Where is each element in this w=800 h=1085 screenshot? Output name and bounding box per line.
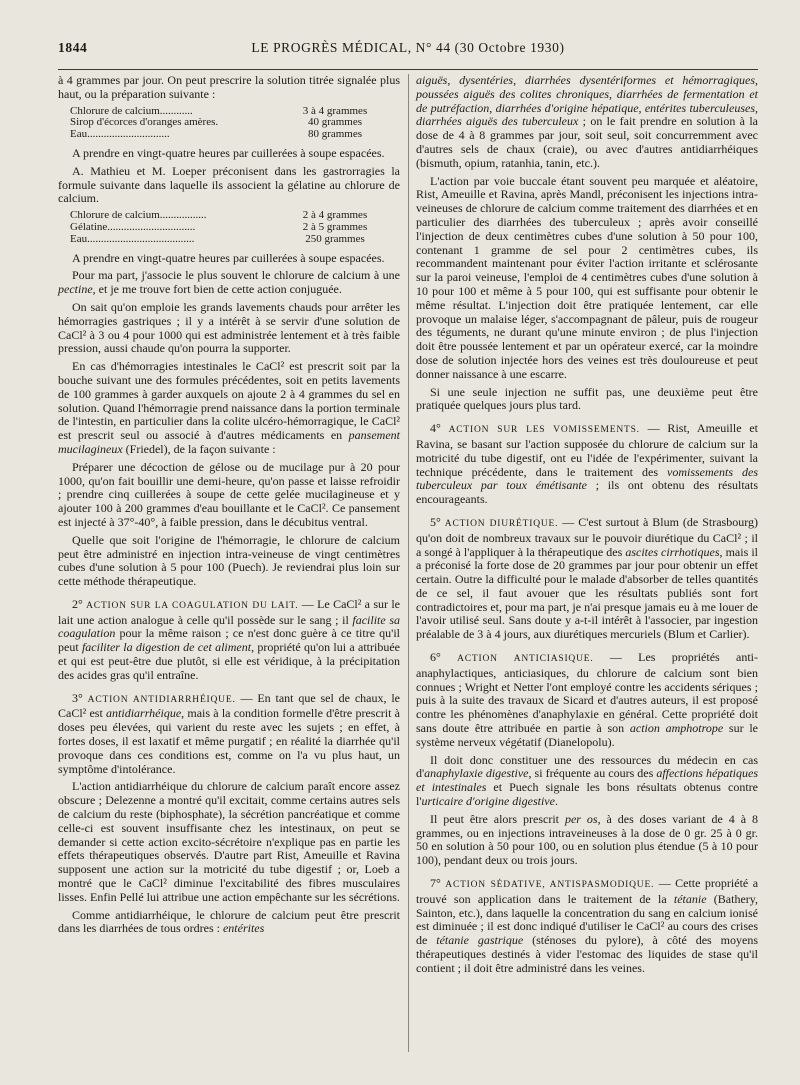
italic-text: urticaire d'origine digestive	[421, 794, 555, 809]
text: — Cette propriété a trouvé son application dans le traitement de la	[416, 876, 759, 906]
paragraph: A. Mathieu et M. Loeper préconisent dans les gastrorragies la formule suivante dans laquelle ils associent la gélatine au chlorure de calcium.	[58, 163, 400, 206]
section-number: 7°	[430, 876, 441, 891]
italic-text: action amphotrope	[629, 721, 724, 736]
recipe-row	[58, 129, 380, 141]
paragraph: à 4 grammes par jour. On peut prescrire la solution titrée signalée plus haut, ou la préparation suivante :	[58, 73, 400, 101]
section-diuretique	[416, 516, 758, 642]
text: , mais à la condition formelle d'être prescrit à doses peu élevées, qui varient du reste avec les sujets ; en effet, à fortes doses, il est laxatif et même purgatif ; en réalité la diarrhée qu'il provoque dans ces conditions est, comme on l'a vu plus haut, un symptôme d'intolérance.	[58, 706, 400, 776]
journal-title: LE PROGRÈS MÉDICAL, N° 44 (30 Octobre 1930)	[251, 40, 565, 55]
paragraph: A prendre en vingt-quatre heures par cuillerées à soupe espacées.	[72, 145, 385, 160]
paragraph	[58, 909, 400, 937]
italic-text: entérites	[222, 921, 265, 936]
section-number: 5°	[430, 514, 441, 529]
text: , propriété qu'on lui a attribuée et qui est peut-être due plutôt, si elle est véridique, à la précipitation des acides gras qu'il entraîne.	[58, 640, 400, 682]
text: sur le système nerveux végétatif (Dianelopolu).	[416, 721, 759, 749]
paragraph	[58, 360, 400, 457]
left-column	[58, 74, 400, 940]
section-title: ACTION DIURÉTIQUE.	[444, 518, 559, 529]
paragraph: L'action antidiarrhéique du chlorure de calcium paraît encore assez obscure ; Delezenne a montré qu'il excitait, comme certains autres sels de calcium du reste (biphosphate), la sécrétion pancréatique et comme celle-ci est souvent insuffisante chez les intestinaux, on peut se demander si cette action excito-sécrétoire n'explique pas en partie les effets thérapeutiques observés. D'autre part Rist, Ameuille et Ravina supposent une action sur la motricité du tube digestif ; or, Loeb a montré que le CaCl² diminue l'excitabilité des fibres musculaires lisses. Enfin Pellé lui attribue une action empêchante sur les sécrétions.	[58, 779, 400, 904]
text: Pour ma part, j'associe le plus souvent le chlorure de calcium à une	[72, 268, 400, 283]
recipe-row	[58, 234, 380, 246]
italic-text: facilite sa coagulation	[58, 612, 400, 641]
text: pour la même raison ; ce n'est donc guère à ce titre qu'il peut	[58, 626, 400, 655]
text: — Rist, Ameuille et Ravina, se basant sur l'action supposée du chlorure de calcium sur la motricité du tube digestif, ont eu l'idée de l'expérimenter, suivant la technique précédente, dans le traitement des	[416, 421, 759, 479]
text: , à des doses variant de 4 à 8 grammes, ou en injections intraveineuses à la dose de 0 gr. 25 à 0 gr. 50 en solution à 50 pour 100, ou en solution plus étendue (5 à 10 pour 100), pendant deux ou trois jours.	[416, 811, 758, 868]
text: — Le CaCl² a sur le lait une action analogue à celle qu'il possède sur le sang ; il	[58, 596, 400, 627]
recipe-calcium-sirop	[58, 106, 380, 141]
running-header	[58, 40, 758, 62]
ingredient: Eau.......................................	[70, 232, 195, 245]
section-number: 2°	[72, 596, 83, 611]
section-number: 6°	[430, 650, 441, 665]
italic-text: faciliter la digestion de cet aliment	[81, 640, 252, 655]
section-antidiarrheique	[58, 692, 400, 777]
paragraph	[416, 754, 758, 809]
italic-text: vomissements des tuberculeux par toux émétisante	[416, 464, 758, 493]
paragraph: Si une seule injection ne suffit pas, une deuxième peut être pratiquée quelques jours plus tard.	[416, 384, 758, 413]
ingredient: Sirop d'écorces d'oranges amères.	[70, 116, 219, 129]
dose: 40 grammes	[307, 116, 363, 129]
section-title: ACTION ANTIDIARRHÉIQUE.	[87, 694, 236, 705]
recipe-calcium-gelatine	[58, 210, 380, 245]
italic-text: antidiarrhéique	[106, 706, 182, 721]
dose: 80 grammes	[307, 128, 363, 141]
text: (Bathery, Sainton, etc.), dans laquelle la concentration du sang en calcium ionisé est diminuée ; il est donc indiqué d'utiliser le CaCl² au cours des crises de	[416, 891, 758, 948]
column-divider	[408, 74, 409, 1052]
text: ; on le fait prendre en solution à la dose de 4 à 8 grammes par jour, soit seul, soit concurremment avec d'autres sels de chaux (craie), ou avec d'autres antidiarrhéiques (bismuth, opium, ratanhia, tanin, etc.).	[416, 114, 758, 170]
text: — Les propriétés anti-anaphylactiques, anticiasiques, du chlorure de calcium sont bien connues ; Wright et Netter l'ont employé contre les accidents sériques ; puis à la suite des travaux de Sicard et d'autres auteurs, il est proposé contre les phénomènes d'anaphylaxie en général. Cette propriété doit sans doute être attribuée en partie à son	[416, 650, 758, 736]
dose: 250 grammes	[305, 232, 365, 245]
section-number: 3°	[72, 690, 83, 705]
section-coagulation-lait	[58, 598, 400, 683]
ingredient: Chlorure de calcium............	[70, 104, 193, 117]
right-column	[416, 74, 758, 980]
text: — C'est surtout à Blum (de Strasbourg) qu'on doit de nombreux travaux sur le pouvoir diurétique du CaCl² ; il a songé à l'appliquer à la thérapeutique des	[416, 514, 758, 559]
header-rule	[58, 69, 758, 70]
paragraph: Quelle que soit l'origine de l'hémorragie, le chlorure de calcium peut être administré en injection intra-veineuse de vingt centimètres cubes d'une solution à 5 pour 100 (Puech). Je reviendrai plus loin sur cette méthode thérapeutique.	[58, 532, 400, 589]
section-title: ACTION SÉDATIVE, ANTISPASMODIQUE.	[445, 880, 655, 891]
text: , si fréquente au cours des	[528, 766, 657, 781]
section-vomissements	[416, 422, 758, 507]
text: (sténoses du pylore), à côté des moyens thérapeutiques destinés à vider l'estomac des liquides de stase qu'il contient ; il doit être administré dans les veines.	[416, 933, 758, 975]
italic-text: anaphylaxie digestive	[424, 766, 529, 781]
section-number: 4°	[430, 421, 441, 436]
paragraph: On sait qu'on emploie les grands lavements chauds pour arrêter les hémorragies gastriques ; il y a intérêt à se servir d'une solution de CaCl² à 3 ou 4 pour 1000 qui est administrée lentement et à très faible pression, aussi chaude qu'on pourra la supporter.	[58, 299, 400, 356]
ingredient: Eau..............................	[70, 128, 170, 141]
dose: 2 à 4 grammes	[302, 209, 368, 222]
section-title: ACTION SUR LES VOMISSEMENTS.	[448, 425, 640, 436]
paragraph: A prendre en vingt-quatre heures par cuillerées à soupe espacées.	[72, 250, 385, 265]
recipe-row	[58, 222, 380, 234]
text: , et je me trouve fort bien de cette action conjuguée.	[92, 282, 342, 297]
section-title: ACTION SUR LA COAGULATION DU LAIT.	[86, 600, 299, 611]
section-sedative	[416, 877, 758, 976]
italic-text: per os	[564, 811, 598, 826]
ingredient: Gélatine................................	[70, 220, 196, 233]
text: ; ils ont obtenu des résultats encourageants.	[416, 478, 759, 507]
section-title: ACTION ANTICIASIQUE.	[457, 654, 594, 665]
page-number: 1844	[58, 40, 88, 55]
italic-text: affections hépatiques et intestinales	[416, 766, 758, 795]
text: (Friedel), de la façon suivante :	[122, 441, 276, 456]
text: Il peut être alors prescrit	[430, 811, 565, 826]
italic-text: tétanie	[673, 891, 707, 906]
text: — En tant que sel de chaux, le CaCl² est	[58, 690, 401, 721]
text: , mais il a préconisé la forte dose de 20 grammes par jour pour obtenir un effet certain. Outre la difficulté pour le malade d'absorber de telles quantités de ce sel, il faut avouer que les résultats publiés sont fort contradictoires et, pour ma part, je n'ai presque jamais eu à me louer de l'avoir utilisé seul. Sans doute y a-t-il intérêt à l'associer, par ingestion préalable de 3 à 4 jours, aux diurétiques mercuriels (Blum et Carlier).	[416, 544, 758, 642]
paragraph	[416, 813, 758, 868]
italic-text: ascites cirrhotiques	[625, 544, 720, 559]
section-anticiasique	[416, 651, 758, 750]
text: En cas d'hémorragies intestinales le CaCl² est prescrit soit par la bouche suivant une des formules précédentes, soit en petits lavements de 100 grammes à garder auxquels on ajoute 2 à 4 grammes du sel en solution. Quand l'hémorragie prend naissance dans la portion terminale de l'intestin, en particulier dans la colite ulcéro-hémorragique, le CaCl² est prescrit seul ou associé à d'autres médicaments en	[58, 359, 400, 443]
ingredient: Chlorure de calcium.................	[70, 209, 207, 222]
italic-text: aiguës, dysentéries, diarrhées dysentériformes et hémorragiques, poussées aiguës des colites chroniques, diarrhées de fermentation et de putréfaction, diarrhées d'origine hépatique, entérites tuberculeuses, diarrhées aiguës des tuberculeux	[416, 73, 758, 129]
paragraph: Préparer une décoction de gélose ou de mucilage pur à 20 pour 1000, qu'on fait bouillir une demi-heure, qu'on passe et laisse refroidir ; prendre cinq cuillerées à soupe de cette gelée mucilagineuse et y ajouter 100 à 200 grammes d'eau bouillante et le CaCl². Ce pansement est injecté à 37°-40°, à faible pression, dans le décubitus ventral.	[58, 459, 400, 529]
text: Il doit donc constituer une des ressources du médecin en cas d'	[416, 752, 758, 781]
paragraph	[416, 74, 758, 171]
dose: 2 à 5 grammes	[302, 220, 368, 233]
text: Comme antidiarrhéique, le chlorure de calcium peut être prescrit dans les diarrhées de tous ordres :	[58, 907, 400, 936]
italic-text: tétanie gastrique	[436, 933, 524, 948]
italic-text: pectine	[58, 282, 93, 297]
paragraph	[58, 269, 400, 297]
paragraph: L'action par voie buccale étant souvent peu marquée et aléatoire, Rist, Ameuille et Ravina, après Mandl, préconisent les injections intra-veineuses de chlorure de calcium comme traitement des diarrhées et en particulier des diarrhées des tuberculeux ; après avoir conseillé l'injection de deux centimètres cubes d'une solution à 50 pour 100, contenant 1 gramme de sel pour 2 centimètres cubes, ils recommandent maintenant pour éviter l'action irritante et sclérosante sur la paroi veineuse, l'emploi de 4 centimètres cubes d'une solution à 10 pour 100 et même à 5 pour 100, qui est suffisante pour obtenir le même résultat. L'injection doit être pratiquée lentement, car elle provoque un malaise léger, s'accompagnant de pâleur, puis de rougeur des téguments, ne durant qu'une minute environ ; de plus l'injection doit être poussée lentement et par un opérateur exercé, car la moindre dose de solution injectée hors des veines est très douloureuse et peut donner naissance à une escarre.	[416, 173, 758, 381]
italic-text: pansement mucilagineux	[58, 428, 400, 456]
text: .	[554, 794, 558, 809]
dose: 3 à 4 grammes	[302, 104, 368, 117]
text: et Puech signale les bons résultats obtenus contre l'	[416, 780, 759, 809]
